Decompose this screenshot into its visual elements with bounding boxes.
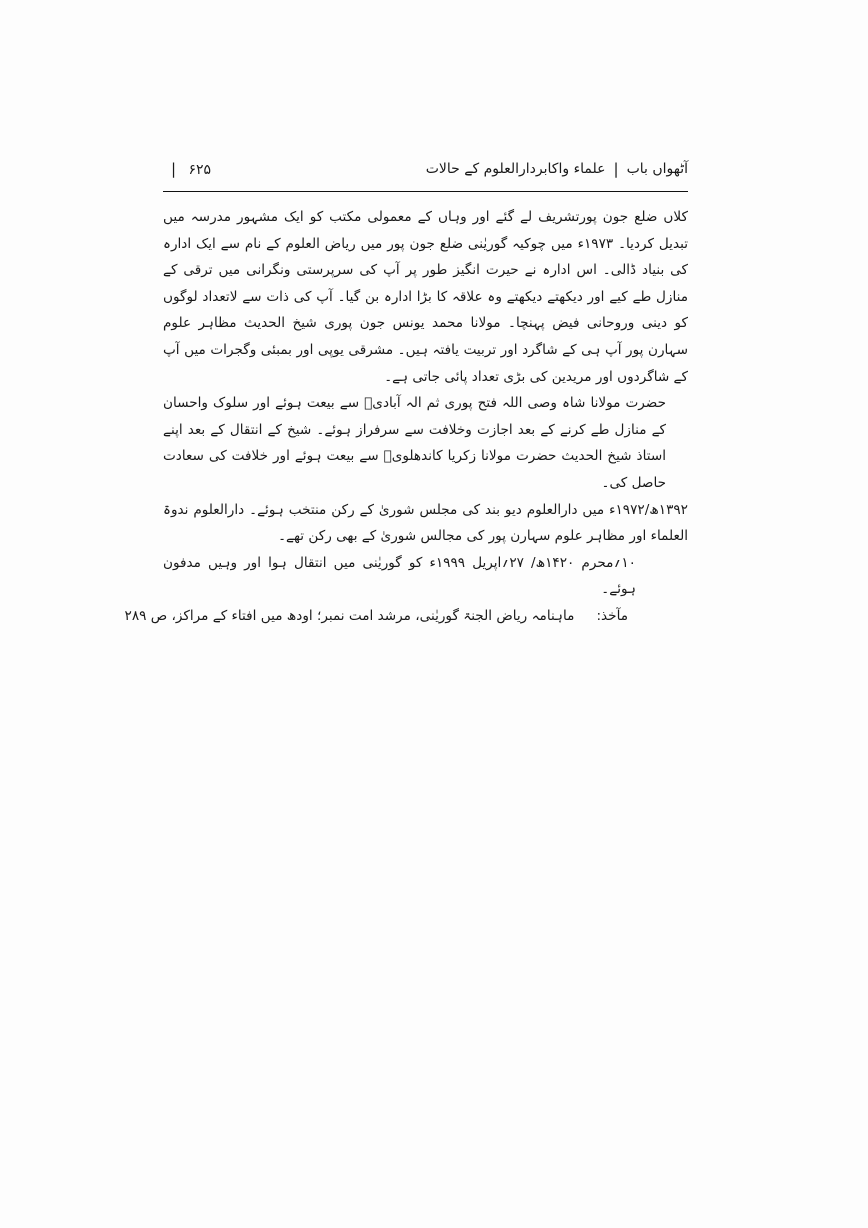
paragraph-shura: ۱۳۹۲ھ/۱۹۷۲ء میں دارالعلوم دیو بند کی مجلس شوریٰ کے رکن منتخب ہوئے۔ دارالعلوم ندوۃ العلماء اور مظاہر علوم سہارن پور کی مجالس شوریٰ کے بھی رکن تھے۔ xyxy=(163,501,688,545)
page-number-separator: | xyxy=(171,160,177,178)
source-text: ماہنامہ ریاض الجنۃ گوریٰنی، مرشد امت نمبر؛ اودھ میں افتاء کے مراکز، ص ۲۸۹ xyxy=(124,607,575,624)
header-separator: | xyxy=(613,160,619,178)
running-header xyxy=(163,154,688,184)
source-label: مآخذ: xyxy=(596,607,628,624)
page-number: ۶۲۵ xyxy=(188,162,212,178)
paragraph-bayat: حضرت مولانا شاہ وصی اللہ فتح پوری ثم الہ آبادیؒ سے بیعت ہوئے اور سلوک واحسان کے منازل طے کرنے کے بعد اجازت وخلافت سے سرفراز ہوئے۔ شیخ کے انتقال کے بعد اپنے استاذ شیخ الحدیث حضرت مولانا زکریا کاندھلویؒ سے بیعت ہوئے اور خلافت کی سعادت حاصل کی۔ xyxy=(163,395,666,491)
header-rule xyxy=(163,191,688,192)
chapter-title: آٹھواں باب xyxy=(626,161,688,177)
paragraph-intro: کلاں ضلع جون پورتشریف لے گئے اور وہاں کے معمولی مکتب کو ایک مشہور مدرسہ میں تبدیل کردیا۔ ۱۹۷۳ء میں چوکیہ گوریٰنی ضلع جون پور میں ریاض العلوم کے نام سے ایک ادارہ کی بنیاد ڈالی۔ اس ادارہ نے حیرت انگیز طور پر آپ کی سرپرستی ونگرانی میں ترقی کے منازل طے کیے اور دیکھتے دیکھتے وہ علاقہ کا بڑا ادارہ بن گیا۔ آپ کی ذات سے لاتعداد لوگوں کو دینی وروحانی فیض پہنچا۔ مولانا محمد یونس جون پوری شیخ الحدیث مظاہر علوم سہارن پور آپ ہی کے شاگرد اور تربیت یافتہ ہیں۔ مشرقی یوپی اور بمبئی وگجرات میں آپ کے شاگردوں اور مریدین کی بڑی تعداد پائی جاتی ہے۔ xyxy=(163,209,688,385)
paragraph-death: ۱۰؍محرم ۱۴۲۰ھ/ ۲۷؍اپریل ۱۹۹۹ء کو گوریٰنی میں انتقال ہوا اور وہیں مدفون ہوئے۔ xyxy=(163,554,636,598)
body-text xyxy=(124,204,688,630)
page-number-group xyxy=(163,160,211,178)
source-line xyxy=(124,603,688,630)
section-title: علماء واکابردارالعلوم کے حالات xyxy=(425,161,606,177)
